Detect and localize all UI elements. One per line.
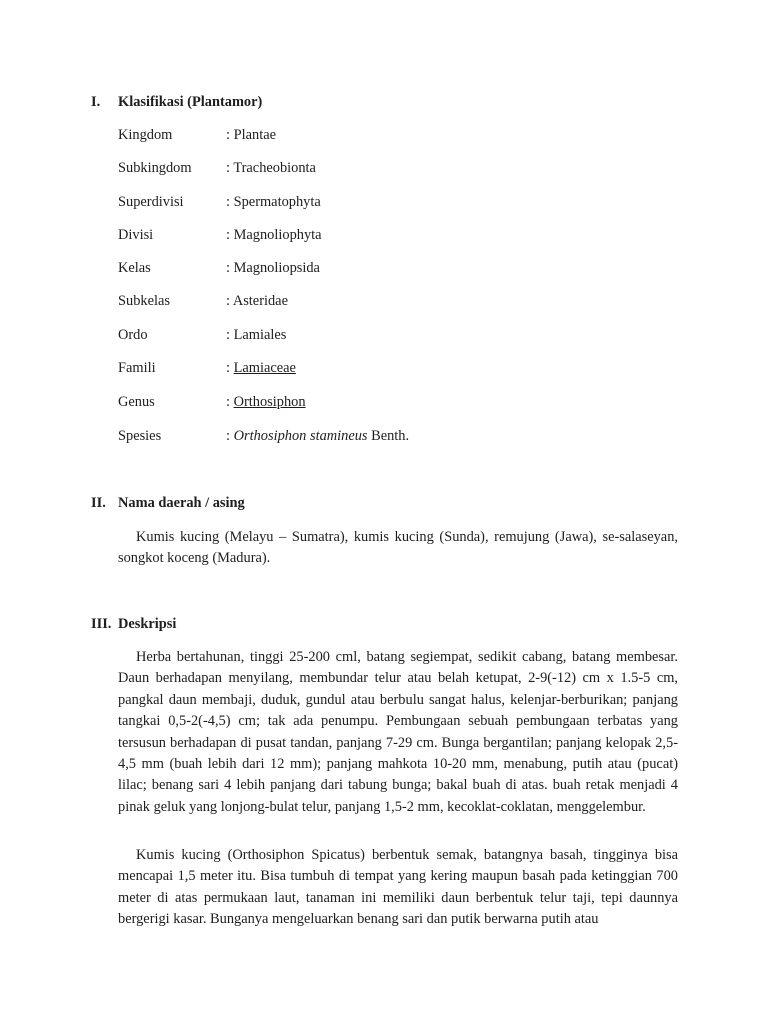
classification-row-ordo [118,327,286,344]
classification-label: Kelas [118,260,151,276]
section-heading-deskripsi [91,616,176,633]
colon: : [226,127,234,143]
colon: : [226,394,234,410]
classification-row-superdivisi [118,194,321,211]
classification-label: Kingdom [118,127,173,143]
classification-value: Asteridae [232,293,288,309]
classification-label: Subkelas [118,293,170,309]
section-title: Klasifikasi (Plantamor) [118,94,263,110]
colon: : [226,160,234,176]
section-number: III. [91,616,112,632]
classification-value: Plantae [233,127,276,143]
paragraph-text: Kumis kucing (Orthosiphon Spicatus) berbentuk semak, batangnya basah, tingginya bisa mencapai 1,5 meter itu. Bisa tumbuh di tempat yang kering maupun basah pada ketinggian 700 meter di atas permukaan laut, tanaman ini memiliki daun berbentuk telur taji, tepi daunnya bergerigi kasar. Bunganya mengeluarkan benang sari dan putik berwarna putih atau [118,847,678,928]
paragraph-nama-daerah [118,527,678,570]
classification-row-subkelas [118,293,288,310]
colon: : [226,194,234,210]
paragraph-deskripsi-2 [118,845,678,931]
classification-row-subkingdom [118,160,316,177]
family-link[interactable]: Lamiaceae [233,360,296,376]
classification-row-divisi [118,227,322,244]
classification-label: Divisi [118,227,154,243]
classification-row-genus [118,394,306,411]
paragraph-text: Kumis kucing (Melayu – Sumatra), kumis kucing (Sunda), remujung (Jawa), se-salaseyan, songkot koceng (Madura). [118,529,678,567]
section-number: I. [91,94,101,110]
classification-label: Subkingdom [118,160,192,176]
species-name: Orthosiphon stamineus [233,428,368,444]
classification-label: Genus [118,394,155,410]
classification-value: Magnoliopsida [233,260,320,276]
species-author: Benth. [367,428,410,444]
colon: : [226,327,234,343]
paragraph-text: Herba bertahunan, tinggi 25-200 cml, batang segiempat, sedikit cabang, batang membesar. Daun berhadapan menyilang, membundar telur atau belah ketupat, 2-9(-12) cm x 1.5-5 cm, pangkal daun membaji, duduk, gundul atau berbulu sangat halus, kelenjar-berburikan; panjang tangkai 0,5-2(-4,5) cm; tak ada penumpu. Pembungaan sebuah pembungaan terbatas yang tersusun berhadapan di pusat tandan, panjang 7-29 cm. Bunga bergantilan; panjang kelopak 2,5-4,5 mm (buah lebih dari 12 mm); panjang mahkota 10-20 mm, menabung, putih atau (pucat) lilac; benang sari 4 lebih panjang dari tabung bunga; bakal buah di atas. buah retak menjadi 4 pinak geluk yang lonjong-bulat telur, panjang 1,5-2 mm, kecoklat-coklatan, menggelembur. [118,649,678,815]
colon: : [226,360,234,376]
paragraph-deskripsi-1 [118,647,678,818]
colon: : [226,428,234,444]
colon: : [226,227,234,243]
classification-row-spesies [118,428,409,445]
section-number: II. [91,495,106,511]
classification-value: Spermatophyta [233,194,321,210]
section-heading-klasifikasi [91,94,262,111]
classification-row-famili [118,360,296,377]
colon: : [226,260,234,276]
classification-value: Magnoliophyta [233,227,322,243]
classification-row-kelas [118,260,320,277]
classification-label: Famili [118,360,156,376]
section-title: Deskripsi [118,616,177,632]
classification-label: Ordo [118,327,148,343]
genus-link[interactable]: Orthosiphon [233,394,306,410]
colon: : [226,293,233,309]
classification-value: Tracheobionta [233,160,316,176]
classification-row-kingdom [118,127,276,144]
classification-label: Spesies [118,428,162,444]
section-heading-nama-daerah [91,495,245,512]
classification-value: Lamiales [233,327,287,343]
section-title: Nama daerah / asing [118,495,245,511]
classification-label: Superdivisi [118,194,184,210]
